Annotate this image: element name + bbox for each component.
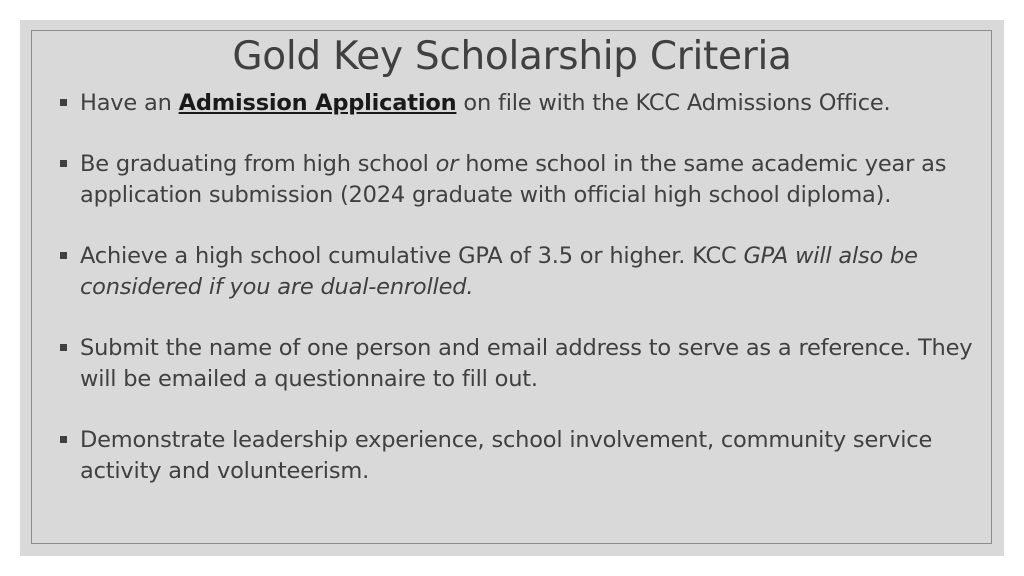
criteria-text-pre: Have an xyxy=(80,90,179,116)
slide xyxy=(20,20,1004,556)
criteria-text-pre: Achieve a high school cumulative GPA of 3.5 or higher. KCC xyxy=(80,243,744,269)
criteria-item-admission xyxy=(58,88,978,119)
bullet-square-icon xyxy=(60,252,67,259)
bullet-square-icon xyxy=(60,160,67,167)
criteria-text-italic: GPA will also be considered if you are dual-enrolled. xyxy=(80,243,918,300)
criteria-item-graduating xyxy=(58,149,978,211)
criteria-text-italic: or xyxy=(435,151,459,177)
criteria-text-pre: Be graduating from high school xyxy=(80,151,436,177)
criteria-text-post: on file with the KCC Admissions Office. xyxy=(456,90,891,116)
slide-title: Gold Key Scholarship Criteria xyxy=(232,34,792,79)
admission-application-link[interactable]: Admission Application xyxy=(178,90,457,116)
bullet-square-icon xyxy=(60,436,67,443)
bullet-square-icon xyxy=(60,344,67,351)
criteria-list xyxy=(58,88,978,517)
criteria-text-post: home school in the same academic year as application submission (2024 graduate with official high school diploma). xyxy=(80,151,947,208)
criteria-item-reference xyxy=(58,333,978,395)
criteria-item-leadership xyxy=(58,425,978,487)
criteria-item-gpa xyxy=(58,241,978,303)
criteria-text: Submit the name of one person and email address to serve as a reference. They will be emailed a questionnaire to fill out. xyxy=(80,335,973,392)
criteria-text: Demonstrate leadership experience, school involvement, community service activity and volunteerism. xyxy=(80,427,933,484)
bullet-square-icon xyxy=(60,99,67,106)
